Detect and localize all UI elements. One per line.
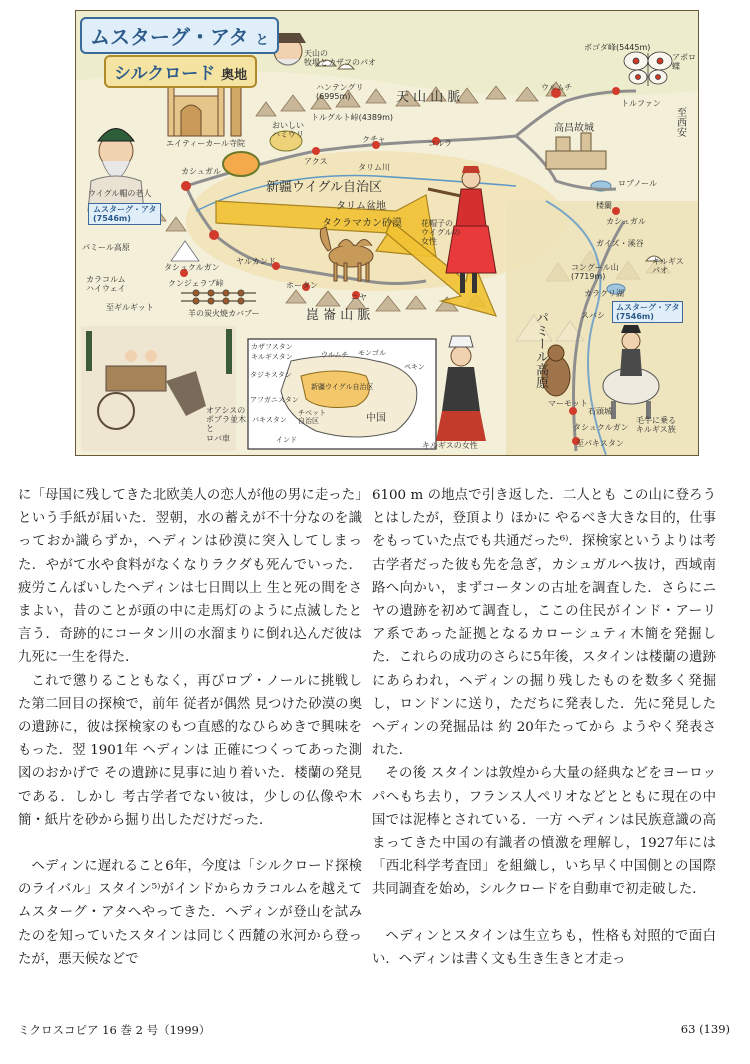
label-tashkurgan: タシュクルガン: [164, 263, 220, 272]
label-tarim-basin: タリム盆地: [336, 201, 386, 212]
journal-citation: ミクロスコピア 16 巻 2 号（1999）: [18, 1023, 211, 1037]
page-number: 63 (139): [680, 1022, 730, 1036]
inset-tajik: タジキスタン: [250, 371, 292, 379]
label-torugart: トルグルト峠(4389m): [311, 113, 393, 122]
inset-tibet: チベット 自治区: [298, 409, 326, 426]
label-karakul: カラクリ湖: [584, 289, 624, 298]
map-title-to: と: [255, 33, 269, 48]
inset-urumqi: ウルムチ: [321, 351, 349, 359]
label-niya: ニヤ: [351, 293, 367, 302]
label-yarkand: ヤルカンド: [236, 257, 276, 266]
label-gaochang: 高昌故城: [554, 123, 594, 134]
label-yak: 毛牛に乗る キルギス族: [636, 416, 676, 435]
label-muztagh-r: ムスターグ・アタ (7546m): [612, 301, 683, 323]
label-korla: コルラ: [428, 139, 452, 148]
label-muztagh-box: ムスターグ・アタ (7546m): [88, 203, 161, 225]
map-title-main: ムスターグ・アタ: [90, 25, 249, 49]
label-gaizu: ガイズ・溪谷: [596, 239, 644, 248]
label-kashgar: カシュガル: [181, 167, 221, 176]
label-aksu: アクス: [304, 157, 328, 166]
label-kongur: コングール山 (7719m): [571, 263, 619, 282]
label-id-kah: エイティーカール寺院: [166, 139, 246, 148]
label-loulan: 楼蘭: [596, 201, 612, 210]
left-column: [18, 484, 362, 971]
left-paragraph-1: に「母国に残してきた北欧美人の恋人が他の男に走った」という手紙が届いた．翌朝，水の蓄えが不十分なのを識っておか識らずか，ヘディンは砂漠に突入してしまった．やがて水や食料がなくなりラクダも死んでいった．疲労こんばいしたヘディンは七日間以上 生と死の間をさまよい，昔のことが頭の中に走馬灯のように点滅したと言う．奇跡的にコータン川の水溜まりに倒れ込んだ彼は九死に一生を得た．: [18, 488, 362, 666]
label-subashi: スバシ: [581, 311, 605, 320]
map-title-line1: [80, 17, 279, 54]
inset-beijing: ペキン: [404, 363, 425, 371]
inset-kazakh: カザフスタン: [251, 343, 293, 351]
label-oasis: オアシスの ポプラ並木 と ロバ車: [206, 406, 246, 443]
map-title-suffix: 奥地: [221, 68, 248, 83]
right-paragraph-2: その後 スタインは敦煌から大量の経典などをヨーロッパへもち去り，フランス人ペリオなどとともに現在の中国では泥棒とされている．一方 ヘディンは民族意識の高まってきた中国の有識者の憤激を理解し，1927年には「西北科学考査団」を組織し，いち早く中国側との国際共同調査を始め，シルクロードを自動車で初走破した．: [372, 766, 716, 898]
label-lopnur: ロプノール: [618, 179, 657, 188]
inset-mongol: モンゴル: [358, 349, 386, 357]
label-flower-hat: 花帽子の ウイグルの 女性: [421, 219, 461, 247]
left-paragraph-2: これで懲りることもなく，再びロプ・ノールに挑戦した第二回目の探検で，前年 従者が偶然 見つけた砂漠の奥の遺跡に，彼は探検家のもつ直感的なひらめきで興味をもった．翌 1901年 ヘディンは 正確につくってあった測図のおかげで その遺跡に見事に辿り着いた．楼蘭の発見である．しかし 考古学者でない彼は，少しの仏像や木簡・紙片を砂から掘り出しただけだった．: [18, 673, 362, 828]
label-urumqi: ウルムチ: [541, 83, 573, 92]
label-tashkurgan-r: タシュクルガン: [573, 423, 629, 432]
label-kyrgyz-pao: キルギス パオ: [652, 257, 684, 276]
label-xian: 至西安: [674, 107, 686, 137]
label-turfan: トルファン: [621, 99, 661, 108]
label-tenzan-pao: 天山の 牧場とカザフのパオ: [304, 49, 376, 68]
label-tianshan: 天 山 山 脈: [396, 90, 461, 105]
label-tarim-river: タリム川: [358, 163, 390, 172]
label-pamir-vertical: パミール高原: [532, 311, 548, 389]
inset-pakistan: パキスタン: [252, 416, 287, 424]
label-hamiuri: おいしい ハミウリ: [272, 121, 304, 140]
label-kyrgyz-woman: キルギスの女性: [422, 441, 478, 450]
inset-china: 中国: [366, 413, 386, 424]
map-title-silkroad: シルクロード: [114, 64, 216, 84]
label-sheep-kebab: 羊の炭火焼カバブー: [188, 309, 260, 318]
label-kashgar-r: カシュガル: [606, 217, 646, 226]
label-hotan: ホータン: [286, 281, 318, 290]
label-karakoram-hw: カラコルム ハイウェイ: [86, 275, 126, 294]
label-stone-fort: 石頭城: [588, 407, 612, 416]
left-paragraph-3: ヘディンに遅れること6年，今度は「シルクロード探検のライバル」スタイン⁵⁾がインドからカラコルムを越えて ムスターグ・アタへやってきた．ヘディンが登山を試みたのを知っていたスタインは同じく西麓の氷河から登ったが，悪天候などで: [18, 859, 362, 967]
label-to-pakistan: 至パキスタン: [576, 439, 624, 448]
label-khan-tengri: ハンテングリ (6995m): [316, 83, 364, 102]
right-paragraph-3: ヘディンとスタインは生立ちも，性格も対照的で面白い．ヘディンは書く文も生き生きと才走っ: [372, 928, 716, 967]
label-kunjerab: クンジェラブ峠: [168, 279, 224, 288]
right-paragraph-1: 6100 m の地点で引き返した．二人とも この山に登ろうとはしたが，登頂より ほかに やるべき大きな目的，仕事をもっていた点でも共通だった⁶⁾．探検家というよりは考古学者だった彼も先を急ぎ，カシュガルへ抜け，西域南路へ向かい，まずコータンの古址を調査した．さらにニヤの遺跡を初めて調査し，ここの住民がインド・アーリア系であった証拠となるカローシュティ木簡を発掘した．これらの成功のさらに5年後，スタインは楼蘭の遺跡にあらわれ，ヘディンの掘り残したものを数多く発掘し，ロンドンに送り，ただちに発表した．先に発見したヘディンの発掘品は 約 20年たってから ようやく発表された．: [372, 488, 716, 759]
label-kucha: クチャ: [362, 135, 386, 144]
inset-afghan: アフガニスタン: [250, 396, 299, 404]
label-marmot: マーモット: [548, 399, 588, 408]
label-apollo: アポロ 蝶: [672, 53, 696, 72]
label-xinjiang: 新疆ウイグル自治区: [266, 180, 382, 195]
label-kunlun: 崑 崙 山 脈: [306, 308, 371, 323]
inset-kyrgyz: キルギスタン: [251, 353, 293, 361]
label-pamir-plateau: パミール高原: [82, 243, 130, 252]
label-taklamakan: タクラマカン砂漠: [322, 218, 402, 229]
label-to-gilgit: 至ギルギット: [106, 303, 154, 312]
label-bogda: ボゴダ峰(5445m): [584, 43, 651, 52]
right-column: [372, 484, 716, 971]
map-title-line2: [104, 55, 257, 88]
inset-xinjiang: 新疆ウイグル自治区: [311, 383, 374, 391]
silk-road-map: [75, 10, 699, 456]
label-uyghur-oldman: ウイグル帽の老人: [88, 189, 152, 198]
inset-india: インド: [276, 436, 297, 444]
